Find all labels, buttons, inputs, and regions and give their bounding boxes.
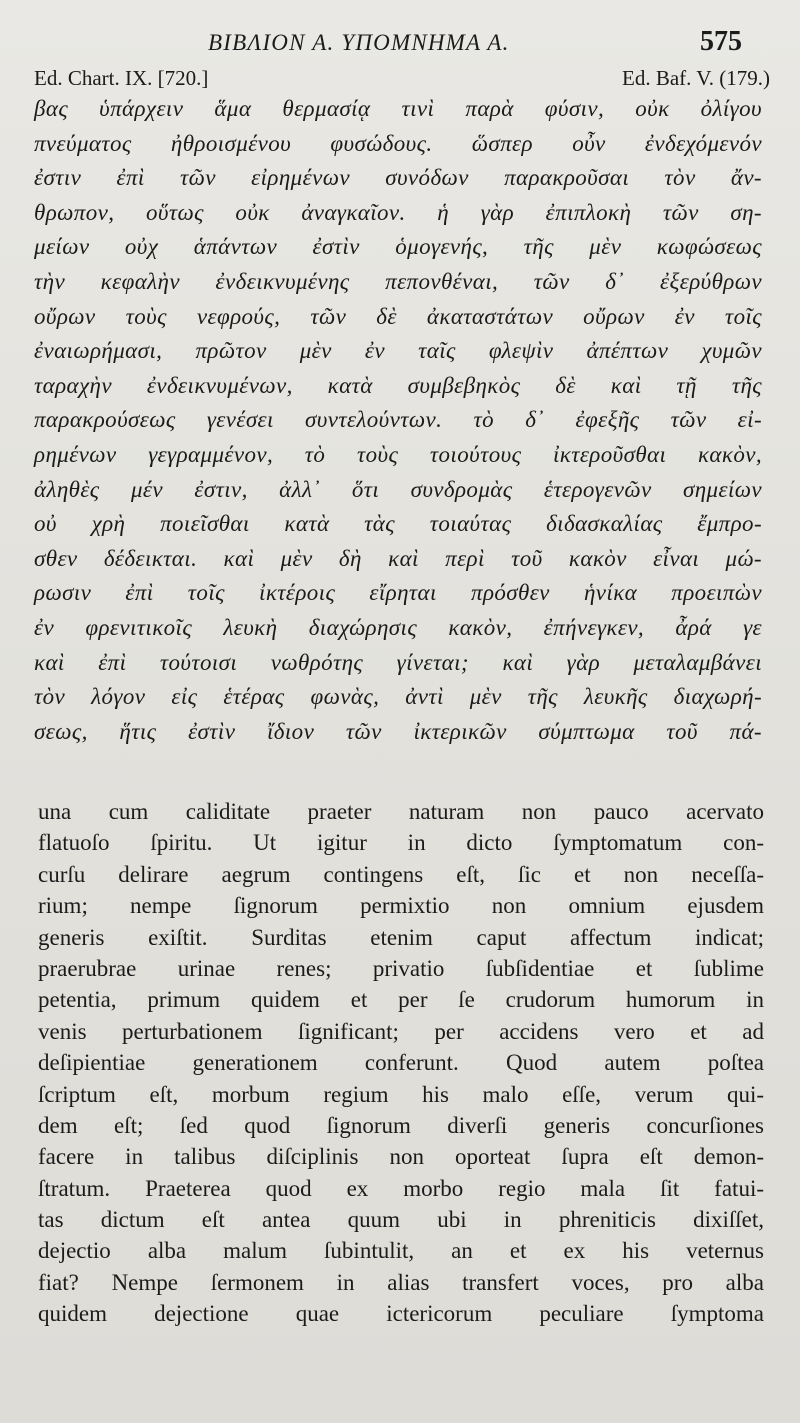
latin-text-line: dejectio alba malum ſubintulit, an et ex his veternus xyxy=(38,1238,764,1264)
greek-text-line: ρημένων γεγραμμένον, τὸ τοὺς τοιούτους ἰκτεροῦσθαι κακὸν, xyxy=(34,441,762,467)
edition-reference-left: Ed. Chart. IX. [720.] xyxy=(34,66,209,90)
greek-text-line: ταραχὴν ἐνδεικνυμένων, κατὰ συμβεβηκὸς δὲ καὶ τῇ τῆς xyxy=(34,372,762,398)
greek-text-line: σθεν δέδεικται. καὶ μὲν δὴ καὶ περὶ τοῦ κακὸν εἶναι μώ- xyxy=(34,545,762,571)
greek-text-line: μείων οὐχ ἁπάντων ἐστὶν ὁμογενής, τῆς μὲν κωφώσεως xyxy=(34,234,762,260)
latin-text-block xyxy=(38,796,764,1330)
greek-text-line: ἐστιν ἐπὶ τῶν εἰρημένων συνόδων παρακροῦσαι τὸν ἄν- xyxy=(34,165,762,191)
greek-text-line: ἐν φρενιτικοῖς λευκὴ διαχώρησις κακὸν, ἐπήνεγκεν, ἆρά γε xyxy=(34,614,762,640)
greek-text-line: οὔρων τοὺς νεφρούς, τῶν δὲ ἀκαταστάτων οὔρων ἐν τοῖς xyxy=(34,303,762,329)
latin-text-line: quidem dejectione quae ictericorum peculiare ſymptoma xyxy=(38,1301,764,1327)
latin-text-line: deſipientiae generationem conferunt. Quod autem poſtea xyxy=(38,1050,764,1076)
latin-text-line: dem eſt; ſed quod ſignorum diverſi generis concurſiones xyxy=(38,1112,764,1138)
greek-text-line: θρωπον, οὕτως οὐκ ἀναγκαῖον. ἡ γὰρ ἐπιπλοκὴ τῶν ση- xyxy=(34,199,762,225)
greek-text-line: τὴν κεφαλὴν ἐνδεικνυμένης πεπονθέναι, τῶν δ᾿ ἐξερύθρων xyxy=(34,268,762,294)
greek-text-line: ἀληθὲς μέν ἐστιν, ἀλλ᾿ ὅτι συνδρομὰς ἑτερογενῶν σημείων xyxy=(34,476,762,502)
latin-text-line: praerubrae urinae renes; privatio ſubſidentiae et ſublime xyxy=(38,955,764,981)
greek-text-line: οὐ χρὴ ποιεῖσθαι κατὰ τὰς τοιαύτας διδασκαλίας ἔμπρο- xyxy=(34,511,762,537)
greek-text-line: ρωσιν ἐπὶ τοῖς ἰκτέροις εἴρηται πρόσθεν ἡνίκα προειπὼν xyxy=(34,580,762,606)
greek-text-line: πνεύματος ἠθροισμένου φυσώδους. ὥσπερ οὖν ἐνδεχόμενόν xyxy=(34,130,762,156)
latin-text-line: fiat? Nempe ſermonem in alias transfert voces, pro alba xyxy=(38,1269,764,1295)
greek-text-line: τὸν λόγον εἰς ἑτέρας φωνὰς, ἀντὶ μὲν τῆς λευκῆς διαχωρή- xyxy=(34,684,762,710)
latin-text-line: rium; nempe ſignorum permixtio non omnium ejusdem xyxy=(38,893,764,919)
latin-text-line: curſu delirare aegrum contingens eſt, ſic et non neceſſa- xyxy=(38,861,764,887)
running-head xyxy=(0,26,800,66)
latin-text-line: tas dictum eſt antea quum ubi in phreniticis dixiſſet, xyxy=(38,1207,764,1233)
latin-text-line: petentia, primum quidem et per ſe crudorum humorum in xyxy=(38,987,764,1013)
latin-text-line: generis exiſtit. Surditas etenim caput affectum indicat; xyxy=(38,924,764,950)
latin-text-line: ſtratum. Praeterea quod ex morbo regio mala ſit fatui- xyxy=(38,1175,764,1201)
latin-text-line: venis perturbationem ſignificant; per accidens vero et ad xyxy=(38,1018,764,1044)
greek-text-line: βας ὑπάρχειν ἅμα θερμασίᾳ τινὶ παρὰ φύσιν, οὐκ ὀλίγου xyxy=(34,96,762,121)
latin-text-line: ſcriptum eſt, morbum regium his malo eſſe, verum qui- xyxy=(38,1081,764,1107)
greek-text-line: παρακρούσεως γενέσει συντελούντων. τὸ δ᾿ ἐφεξῆς τῶν εἰ- xyxy=(34,407,762,433)
greek-text-line: ἐναιωρήμασι, πρῶτον μὲν ἐν ταῖς φλεψὶν ἀπέπτων χυμῶν xyxy=(34,338,762,364)
greek-text-line: σεως, ἥτις ἐστὶν ἴδιον τῶν ἰκτερικῶν σύμπτωμα τοῦ πά- xyxy=(34,718,762,744)
latin-text-line: flatuoſo ſpiritu. Ut igitur in dicto ſymptomatum con- xyxy=(38,830,764,856)
page-number: 575 xyxy=(700,26,742,57)
latin-text-line: una cum caliditate praeter naturam non pauco acervato xyxy=(38,799,764,824)
latin-text-line: facere in talibus diſciplinis non oporteat ſupra eſt demon- xyxy=(38,1144,764,1170)
greek-text-block xyxy=(34,92,762,749)
edition-reference-right: Ed. Baf. V. (179.) xyxy=(622,66,770,90)
running-title: ΒΙΒΛΙΟΝ Α. ΥΠΟΜΝΗΜΑ Α. xyxy=(208,30,510,55)
greek-text-line: καὶ ἐπὶ τούτοισι νωθρότης γίνεται; καὶ γὰρ μεταλαμβάνει xyxy=(34,649,762,675)
